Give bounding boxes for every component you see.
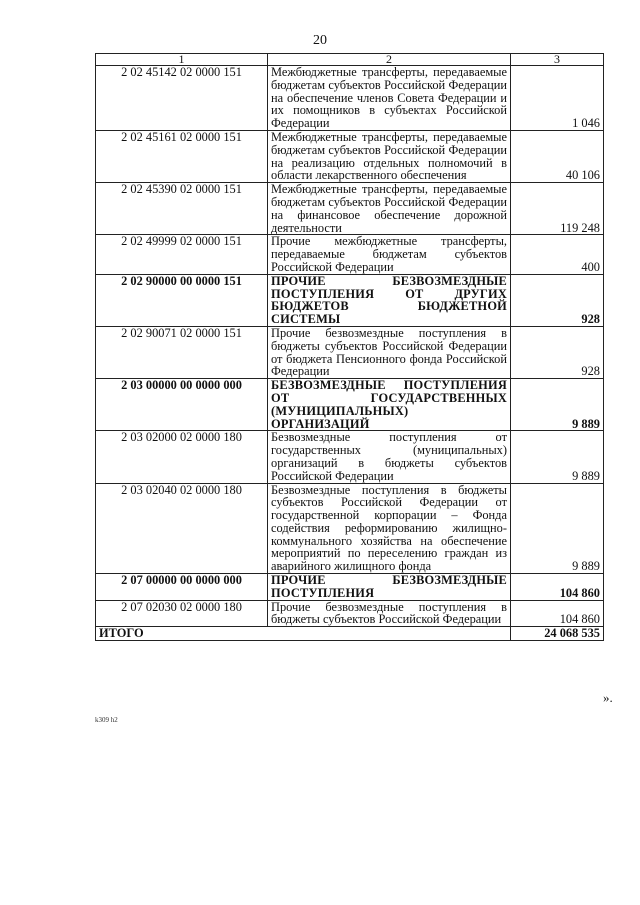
row-code: 2 02 45161 02 0000 151 <box>96 130 268 182</box>
row-description: Межбюджетные трансферты, передаваемые бюджетам субъектов Российской Федерации на финансовое обеспечение дорожной деятельности <box>268 183 511 235</box>
table-body <box>96 66 604 627</box>
row-code: 2 03 02000 02 0000 180 <box>96 431 268 483</box>
footer-code: k309 h2 <box>95 716 118 724</box>
row-amount: 104 860 <box>511 574 604 601</box>
table-row <box>96 183 604 235</box>
table-row <box>96 326 604 378</box>
row-amount: 928 <box>511 326 604 378</box>
page-number: 20 <box>313 33 327 48</box>
row-description: Безвозмездные поступления в бюджеты субъектов Российской Федерации от государственной корпорации – Фонда содействия реформированию жилищно-коммунального хозяйства на обеспечение мероприятий по переселению граждан из аварийного жилищного фонда <box>268 483 511 574</box>
row-amount: 9 889 <box>511 431 604 483</box>
column-header: 1 <box>96 54 268 66</box>
row-amount: 104 860 <box>511 600 604 627</box>
row-code: 2 07 02030 02 0000 180 <box>96 600 268 627</box>
row-code: 2 03 00000 00 0000 000 <box>96 379 268 431</box>
table-row <box>96 130 604 182</box>
total-amount: 24 068 535 <box>511 627 604 641</box>
row-description: ПРОЧИЕ БЕЗВОЗМЕЗДНЫЕ ПОСТУПЛЕНИЯ ОТ ДРУГИХ БЮДЖЕТОВ БЮДЖЕТНОЙ СИСТЕМЫ <box>268 274 511 326</box>
revenue-table <box>95 53 604 641</box>
row-code: 2 03 02040 02 0000 180 <box>96 483 268 574</box>
row-description: Межбюджетные трансферты, передаваемые бюджетам субъектов Российской Федерации на обеспечение членов Совета Федерации и их помощников в субъектах Российской Федерации <box>268 66 511 131</box>
row-code: 2 02 45142 02 0000 151 <box>96 66 268 131</box>
row-code: 2 07 00000 00 0000 000 <box>96 574 268 601</box>
table-row <box>96 274 604 326</box>
row-code: 2 02 90000 00 0000 151 <box>96 274 268 326</box>
row-amount: 1 046 <box>511 66 604 131</box>
table-row <box>96 483 604 574</box>
table-row <box>96 574 604 601</box>
table-row <box>96 235 604 274</box>
row-description: БЕЗВОЗМЕЗДНЫЕ ПОСТУПЛЕНИЯ ОТ ГОСУДАРСТВЕННЫХ (МУНИЦИПАЛЬНЫХ) ОРГАНИЗАЦИЙ <box>268 379 511 431</box>
row-description: Безвозмездные поступления от государственных (муниципальных) организаций в бюджеты субъектов Российской Федерации <box>268 431 511 483</box>
table-row <box>96 66 604 131</box>
table-row <box>96 600 604 627</box>
row-code: 2 02 90071 02 0000 151 <box>96 326 268 378</box>
table-row <box>96 431 604 483</box>
row-amount: 928 <box>511 274 604 326</box>
row-description: Межбюджетные трансферты, передаваемые бюджетам субъектов Российской Федерации на реализацию отдельных полномочий в области лекарственного обеспечения <box>268 130 511 182</box>
column-header: 3 <box>511 54 604 66</box>
total-row <box>96 627 604 641</box>
closing-mark: ». <box>603 690 613 705</box>
row-description: Прочие безвозмездные поступления в бюджеты субъектов Российской Федерации <box>268 600 511 627</box>
row-amount: 40 106 <box>511 130 604 182</box>
row-amount: 119 248 <box>511 183 604 235</box>
row-description: Прочие безвозмездные поступления в бюджеты субъектов Российской Федерации от бюджета Пенсионного фонда Российской Федерации <box>268 326 511 378</box>
row-code: 2 02 45390 02 0000 151 <box>96 183 268 235</box>
table-header-row <box>96 54 604 66</box>
row-amount: 9 889 <box>511 483 604 574</box>
total-label: ИТОГО <box>96 627 511 641</box>
row-amount: 9 889 <box>511 379 604 431</box>
table-row <box>96 379 604 431</box>
column-header: 2 <box>268 54 511 66</box>
row-code: 2 02 49999 02 0000 151 <box>96 235 268 274</box>
row-description: ПРОЧИЕ БЕЗВОЗМЕЗДНЫЕ ПОСТУПЛЕНИЯ <box>268 574 511 601</box>
row-description: Прочие межбюджетные трансферты, передаваемые бюджетам субъектов Российской Федерации <box>268 235 511 274</box>
row-amount: 400 <box>511 235 604 274</box>
